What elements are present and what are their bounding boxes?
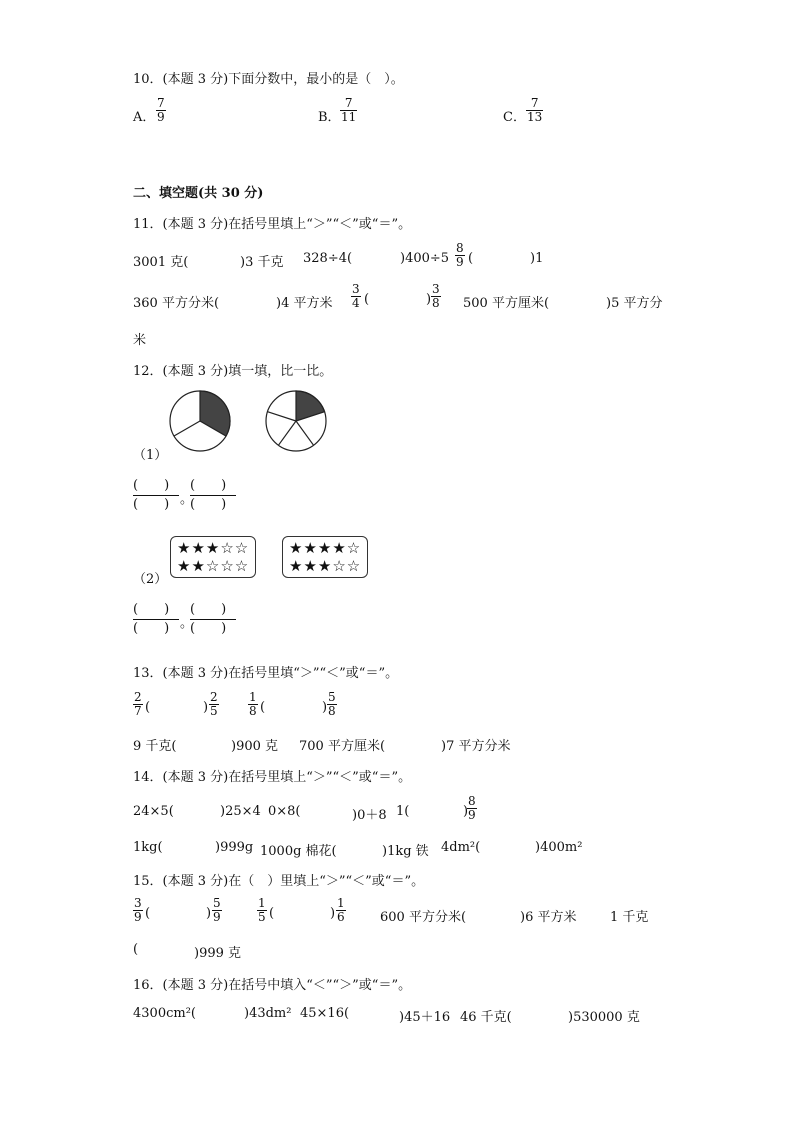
- q12-part1-sep: 。: [180, 492, 194, 507]
- q13-item-2b: )7 平方分米: [441, 739, 511, 754]
- q14-item-3a: 1(: [396, 804, 410, 819]
- q11-fraction-c: $\frac{3}{8}$: [432, 282, 440, 310]
- q14-item-2b: )0＋8: [352, 808, 387, 823]
- q13-fraction-1: $\frac{2}{7}$: [134, 690, 142, 718]
- q16-item-3a: 46 千克(: [460, 1010, 512, 1025]
- q11-item-1b: )3 千克: [240, 255, 284, 270]
- q12-part1-answer-frac-1[interactable]: ( ) ( ): [133, 478, 179, 513]
- q16-stem: 16．(本题 3 分)在括号中填入“＜”“＞”或“＝”。: [133, 978, 412, 993]
- q14-item-5b: )1kg 铁: [382, 844, 429, 859]
- q15-item-1a: 600 平方分米(: [380, 910, 467, 925]
- q11-stem: 11．(本题 3 分)在括号里填上“＞”“＜”或“＝”。: [133, 217, 412, 232]
- q13-fraction-3: $\frac{1}{8}$: [249, 690, 257, 718]
- q11-item-1a: 3001 克(: [133, 255, 189, 270]
- q13-item-1a: 9 千克(: [133, 739, 177, 754]
- q15-fraction-2: $\frac{5}{9}$: [213, 896, 221, 924]
- q15-item-2a: 1 千克: [610, 910, 649, 925]
- q14-item-4b: )999g: [215, 840, 254, 855]
- q14-item-1b: )25×4: [220, 804, 261, 819]
- q15-paren-close-1: ): [206, 906, 212, 921]
- q12-pie-charts: [166, 389, 336, 455]
- pie-fifths: [266, 391, 326, 451]
- q13-stem: 13．(本题 3 分)在括号里填“＞”“＜”或“＝”。: [133, 666, 399, 681]
- q15-item-2-open: (: [133, 942, 139, 957]
- q15-fraction-3: $\frac{1}{5}$: [258, 896, 266, 924]
- q14-item-3b: ): [463, 804, 469, 819]
- q14-fraction: $\frac{8}{9}$: [468, 794, 476, 822]
- q11-item-4b: )4 平方米: [276, 296, 333, 311]
- q16-item-1a: 4300cm²(: [133, 1006, 196, 1021]
- q14-stem: 14．(本题 3 分)在括号里填上“＞”“＜”或“＝”。: [133, 770, 412, 785]
- q11-item-4a: 360 平方分米(: [133, 296, 220, 311]
- q11-item-3a: (: [468, 251, 474, 266]
- section-heading: 二、填空题(共 30 分): [133, 186, 264, 201]
- q16-item-2a: 45×16(: [300, 1006, 350, 1021]
- q16-item-3b: )530000 克: [568, 1010, 640, 1025]
- q15-paren-close-2: ): [330, 906, 336, 921]
- q11-item-3b: )1: [530, 251, 544, 266]
- q12-star-box-2: ★★★★☆ ★★★☆☆: [282, 536, 368, 578]
- q10-option-b-fraction: $\frac{7}{11}$: [341, 96, 357, 124]
- q12-part2-sep: 。: [180, 616, 194, 631]
- q14-item-4a: 1kg(: [133, 840, 163, 855]
- q13-item-1b: )900 克: [231, 739, 279, 754]
- q10-option-c-fraction: $\frac{7}{13}$: [527, 96, 543, 124]
- q15-item-1b: )6 平方米: [520, 910, 577, 925]
- q14-item-1a: 24×5(: [133, 804, 174, 819]
- q12-stem: 12．(本题 3 分)填一填，比一比。: [133, 364, 333, 379]
- q15-fraction-1: $\frac{3}{9}$: [134, 896, 142, 924]
- q13-fraction-4: $\frac{5}{8}$: [328, 690, 336, 718]
- q14-item-6a: 4dm²(: [441, 840, 481, 855]
- pie-thirds: [170, 391, 230, 451]
- q11-fraction-b: $\frac{3}{4}$: [352, 282, 360, 310]
- q12-part1-answer-frac-2[interactable]: ( ) ( ): [190, 478, 236, 513]
- q14-item-5a: 1000g 棉花(: [260, 844, 337, 859]
- q15-paren-open-1: (: [145, 906, 151, 921]
- q12-part2-answer-frac-2[interactable]: ( ) ( ): [190, 602, 236, 637]
- q10-option-b-label: B．: [318, 110, 341, 125]
- q11-item-5b: ): [426, 292, 432, 307]
- q11-item-5a: (: [364, 292, 370, 307]
- q14-item-6b: )400m²: [535, 840, 583, 855]
- q16-item-1b: )43dm²: [244, 1006, 292, 1021]
- q15-item-2b: )999 克: [194, 946, 242, 961]
- q15-fraction-4: $\frac{1}{6}$: [337, 896, 345, 924]
- q11-fraction-a: $\frac{8}{9}$: [456, 241, 464, 269]
- q11-item-2a: 328÷4(: [303, 251, 353, 266]
- q11-item-6b: )5 平方分: [606, 296, 663, 311]
- q12-part1-label: （1）: [133, 448, 168, 463]
- q16-item-2b: )45＋16: [399, 1010, 451, 1025]
- q11-item-6a: 500 平方厘米(: [463, 296, 550, 311]
- q10-stem: 10．(本题 3 分)下面分数中，最小的是（ ）。: [133, 72, 404, 87]
- q13-paren-open-2: (: [260, 700, 266, 715]
- q12-part2-label: （2）: [133, 572, 168, 587]
- q11-line3: 米: [133, 333, 147, 348]
- q12-star-box-1: ★★★☆☆ ★★☆☆☆: [170, 536, 256, 578]
- q10-option-c-label: C．: [503, 110, 526, 125]
- q13-paren-open-1: (: [145, 700, 151, 715]
- q13-paren-close-1: ): [203, 700, 209, 715]
- q10-option-a-label: A．: [133, 110, 156, 125]
- q14-item-2a: 0×8(: [268, 804, 301, 819]
- q13-fraction-2: $\frac{2}{5}$: [210, 690, 218, 718]
- q10-option-a-fraction: $\frac{7}{9}$: [157, 96, 165, 124]
- q13-item-2a: 700 平方厘米(: [299, 739, 386, 754]
- q15-stem: 15．(本题 3 分)在（ ）里填上“＞”“＜”或“＝”。: [133, 874, 425, 889]
- q12-part2-answer-frac-1[interactable]: ( ) ( ): [133, 602, 179, 637]
- q15-paren-open-2: (: [269, 906, 275, 921]
- q11-item-2b: )400÷5: [400, 251, 450, 266]
- q13-paren-close-2: ): [322, 700, 328, 715]
